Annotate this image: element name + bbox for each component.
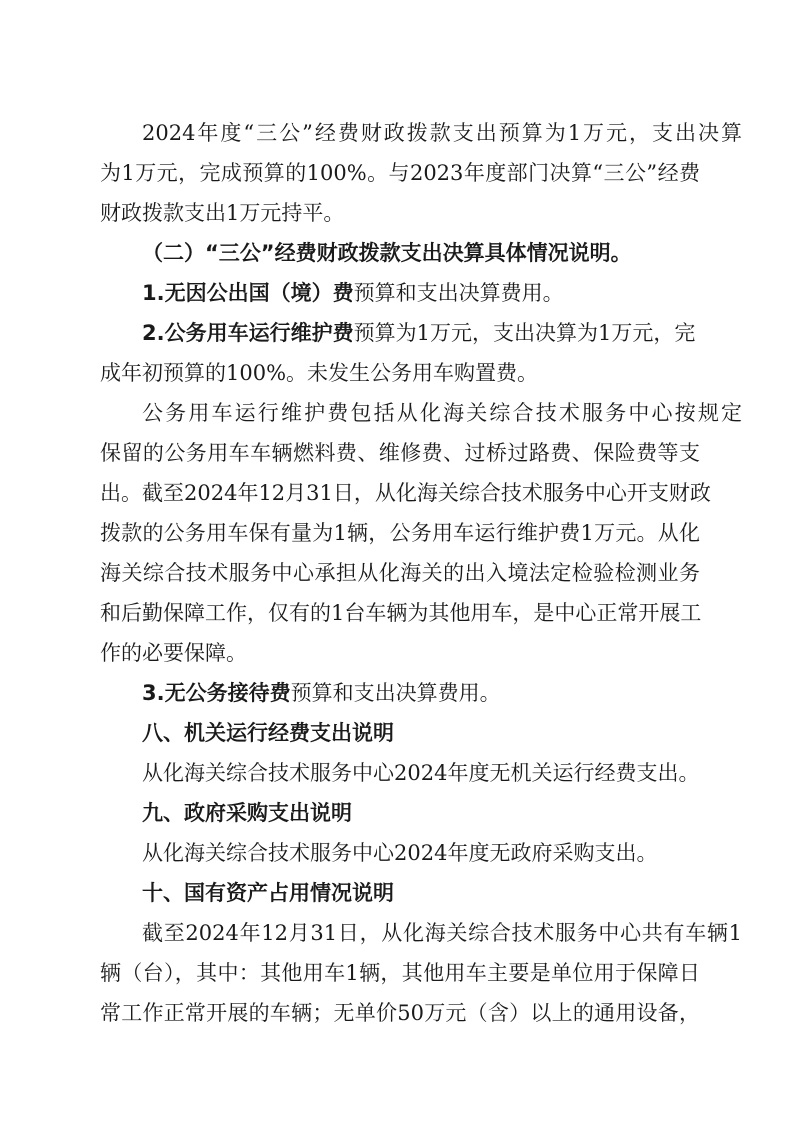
item-text: 预算为1万元，支出决算为1万元，完: [353, 321, 696, 345]
item-title: 3.无公务接待费: [142, 681, 291, 705]
section-heading: 九、政府采购支出说明: [142, 801, 352, 825]
paragraph-line: [100, 313, 742, 353]
item-title: 2.公务用车运行维护费: [142, 321, 354, 345]
paragraph-line: 作的必要保障。: [100, 641, 247, 665]
paragraph-line: 辆（台），其中：其他用车1辆，其他用车主要是单位用于保障日: [100, 961, 700, 985]
paragraph-line: 保留的公务用车车辆燃料费、维修费、过桥过路费、保险费等支: [100, 441, 700, 465]
item-text: 预算和支出决算费用。: [290, 681, 501, 705]
paragraph-line: 成年初预算的100%。未发生公务用车购置费。: [100, 361, 539, 385]
paragraph-line: 出。截至2024年12月31日，从化海关综合技术服务中心开支财政: [100, 481, 711, 505]
section-heading: 八、机关运行经费支出说明: [142, 721, 394, 745]
paragraph-line: [100, 273, 742, 313]
paragraph-line: 为1万元，完成预算的100%。与2023年度部门决算“三公”经费: [100, 161, 700, 185]
section-heading: 十、国有资产占用情况说明: [142, 881, 394, 905]
paragraph-line: 从化海关综合技术服务中心2024年度无政府采购支出。: [142, 841, 658, 865]
paragraph-line: 常工作正常开展的车辆；无单价50万元（含）以上的通用设备，: [100, 1001, 700, 1025]
paragraph-line: 截至2024年12月31日，从化海关综合技术服务中心共有车辆1: [142, 921, 742, 945]
paragraph-line: 拨款的公务用车保有量为1辆，公务用车运行维护费1万元。从化: [100, 521, 700, 545]
item-text: 预算和支出决算费用。: [353, 281, 564, 305]
paragraph-line: 和后勤保障工作，仅有的1台车辆为其他用车，是中心正常开展工: [100, 601, 702, 625]
paragraph-line: [100, 673, 742, 713]
paragraph-line: 从化海关综合技术服务中心2024年度无机关运行经费支出。: [142, 761, 700, 785]
section-heading: （二）“三公”经费财政拨款支出决算具体情况说明。: [142, 241, 632, 265]
paragraph-line: 海关综合技术服务中心承担从化海关的出入境法定检验检测业务: [100, 561, 700, 585]
item-title: 1.无因公出国（境）费: [142, 281, 354, 305]
paragraph-line: 财政拨款支出1万元持平。: [100, 201, 345, 225]
paragraph-line: 公务用车运行维护费包括从化海关综合技术服务中心按规定: [142, 401, 742, 425]
paragraph-line: 2024年度“三公”经费财政拨款支出预算为1万元，支出决算: [142, 121, 742, 145]
